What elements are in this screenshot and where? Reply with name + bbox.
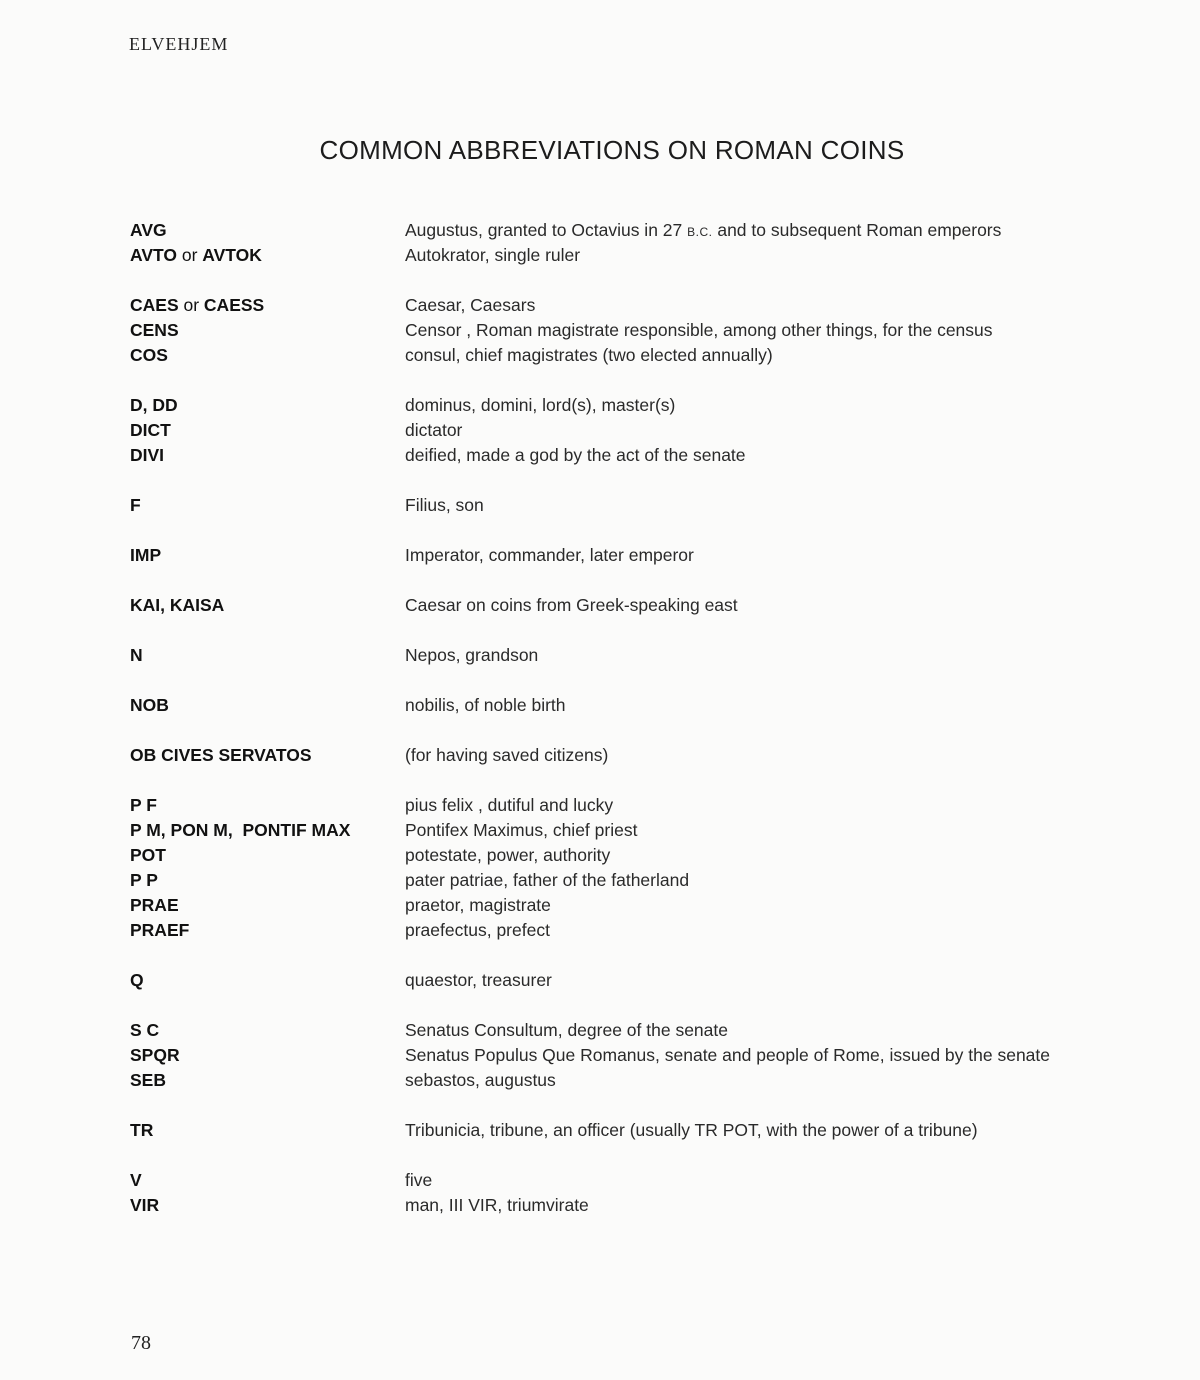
abbreviation bbox=[130, 293, 405, 318]
abbreviation-entry bbox=[130, 643, 1090, 668]
abbreviation-meaning: praefectus, prefect bbox=[405, 920, 550, 940]
abbreviation-meaning: Tribunicia, tribune, an officer (usually TR POT, with the power of a tribune) bbox=[405, 1120, 978, 1140]
abbreviation-meaning bbox=[405, 218, 1090, 243]
abbreviation: DIVI bbox=[130, 445, 165, 465]
abbreviation-entry bbox=[130, 218, 1090, 243]
abbreviation-group bbox=[130, 743, 1090, 768]
abbreviation-group bbox=[130, 393, 1090, 468]
abbreviation-entry bbox=[130, 843, 1090, 868]
abbreviation-group bbox=[130, 793, 1090, 943]
abbreviation-entry bbox=[130, 1018, 1090, 1043]
abbreviation: Q bbox=[130, 970, 144, 990]
abbreviation-form: CAESS bbox=[203, 295, 265, 315]
abbreviation-meaning: dominus, domini, lord(s), master(s) bbox=[405, 395, 676, 415]
abbreviation-meaning: Senatus Populus Que Romanus, senate and people of Rome, issued by the senate bbox=[405, 1045, 1051, 1065]
abbreviation-entry bbox=[130, 243, 1090, 268]
abbreviation-group bbox=[130, 1168, 1090, 1218]
abbreviation-group bbox=[130, 1118, 1090, 1143]
abbreviation-meaning: consul, chief magistrates (two elected annually) bbox=[405, 345, 773, 365]
abbreviation-meaning: nobilis, of noble birth bbox=[405, 695, 566, 715]
abbreviation-or: or bbox=[177, 245, 203, 265]
abbreviation-entry bbox=[130, 293, 1090, 318]
abbreviation-form: CAES bbox=[130, 295, 179, 315]
abbreviation: KAI, KAISA bbox=[130, 595, 225, 615]
abbreviation: P M, PON M, PONTIF MAX bbox=[130, 820, 351, 840]
abbreviation-group bbox=[130, 693, 1090, 718]
abbreviation-group bbox=[130, 968, 1090, 993]
abbreviation-group bbox=[130, 293, 1090, 368]
page-number: 78 bbox=[131, 1332, 151, 1354]
abbreviation-meaning: Senatus Consultum, degree of the senate bbox=[405, 1020, 728, 1040]
abbreviation-entry bbox=[130, 1043, 1090, 1068]
abbreviation-meaning: potestate, power, authority bbox=[405, 845, 611, 865]
abbreviation: P P bbox=[130, 870, 158, 890]
abbreviation-entry bbox=[130, 1193, 1090, 1218]
abbreviation: IMP bbox=[130, 545, 162, 565]
abbreviation: VIR bbox=[130, 1195, 160, 1215]
abbreviation-entry bbox=[130, 593, 1090, 618]
abbreviation-meaning: pius felix , dutiful and lucky bbox=[405, 795, 614, 815]
abbreviation: DICT bbox=[130, 420, 171, 440]
abbreviation-meaning: pater patriae, father of the fatherland bbox=[405, 870, 690, 890]
abbreviation-meaning: praetor, magistrate bbox=[405, 895, 551, 915]
abbreviation-entry bbox=[130, 893, 1090, 918]
abbreviation: CENS bbox=[130, 320, 179, 340]
abbreviation-meaning: Nepos, grandson bbox=[405, 645, 539, 665]
abbreviation: S C bbox=[130, 1020, 160, 1040]
abbreviation-meaning: dictator bbox=[405, 420, 463, 440]
abbreviation-group bbox=[130, 493, 1090, 518]
abbreviation-entry bbox=[130, 1068, 1090, 1093]
abbreviation: POT bbox=[130, 845, 166, 865]
abbreviation-entry bbox=[130, 868, 1090, 893]
abbreviation-entry bbox=[130, 393, 1090, 418]
abbreviation-group bbox=[130, 593, 1090, 618]
abbreviation: TR bbox=[130, 1120, 154, 1140]
abbreviation-meaning: Imperator, commander, later emperor bbox=[405, 545, 694, 565]
abbreviation-meaning: sebastos, augustus bbox=[405, 1070, 556, 1090]
abbreviation-entry bbox=[130, 443, 1090, 468]
abbreviation: PRAEF bbox=[130, 920, 190, 940]
abbreviation-meaning: Autokrator, single ruler bbox=[405, 245, 581, 265]
abbreviation-entry bbox=[130, 1118, 1090, 1143]
meaning-text: and to subsequent Roman emperors bbox=[712, 220, 1002, 240]
abbreviation: P F bbox=[130, 795, 157, 815]
abbreviation: N bbox=[130, 645, 143, 665]
meaning-small-caps: B.C. bbox=[687, 225, 713, 239]
abbreviation: NOB bbox=[130, 695, 169, 715]
abbreviation-meaning: five bbox=[405, 1170, 433, 1190]
abbreviation: D, DD bbox=[130, 395, 178, 415]
abbreviation-or: or bbox=[178, 295, 204, 315]
abbreviation-meaning: Caesar, Caesars bbox=[405, 295, 536, 315]
meaning-text: Augustus, granted to Octavius in 27 bbox=[405, 220, 688, 240]
abbreviation-meaning: Filius, son bbox=[405, 495, 484, 515]
abbreviation-group bbox=[130, 218, 1090, 268]
running-head: ELVEHJEM bbox=[129, 34, 229, 54]
abbreviation-group bbox=[130, 543, 1090, 568]
abbreviation-entry bbox=[130, 968, 1090, 993]
abbreviation-group bbox=[130, 1018, 1090, 1093]
abbreviation-meaning: quaestor, treasurer bbox=[405, 970, 552, 990]
abbreviation: V bbox=[130, 1170, 142, 1190]
abbreviation: AVG bbox=[130, 220, 167, 240]
abbreviation: OB CIVES SERVATOS bbox=[130, 745, 312, 765]
abbreviation-list bbox=[130, 218, 1090, 1243]
page-title: COMMON ABBREVIATIONS ON ROMAN COINS bbox=[319, 135, 905, 165]
abbreviation-entry bbox=[130, 418, 1090, 443]
abbreviation-entry bbox=[130, 1168, 1090, 1193]
abbreviation-meaning: Pontifex Maximus, chief priest bbox=[405, 820, 638, 840]
abbreviation bbox=[130, 243, 405, 268]
abbreviation-meaning: deified, made a god by the act of the senate bbox=[405, 445, 746, 465]
abbreviation-entry bbox=[130, 818, 1090, 843]
abbreviation-entry bbox=[130, 693, 1090, 718]
abbreviation-entry bbox=[130, 318, 1090, 343]
abbreviation-meaning: (for having saved citizens) bbox=[405, 745, 609, 765]
abbreviation-entry bbox=[130, 793, 1090, 818]
abbreviation-entry bbox=[130, 743, 1090, 768]
abbreviation-meaning: Censor , Roman magistrate responsible, among other things, for the census bbox=[405, 320, 993, 340]
abbreviation-form: AVTOK bbox=[202, 245, 262, 265]
abbreviation: SPQR bbox=[130, 1045, 180, 1065]
abbreviation-group bbox=[130, 643, 1090, 668]
abbreviation-entry bbox=[130, 343, 1090, 368]
abbreviation-meaning: Caesar on coins from Greek-speaking east bbox=[405, 595, 738, 615]
abbreviation-form: AVTO bbox=[130, 245, 177, 265]
abbreviation-meaning: man, III VIR, triumvirate bbox=[405, 1195, 589, 1215]
abbreviation: COS bbox=[130, 345, 168, 365]
abbreviation: F bbox=[130, 495, 141, 515]
abbreviation-entry bbox=[130, 493, 1090, 518]
abbreviation-entry bbox=[130, 543, 1090, 568]
abbreviation-entry bbox=[130, 918, 1090, 943]
abbreviation: SEB bbox=[130, 1070, 166, 1090]
abbreviation: PRAE bbox=[130, 895, 179, 915]
